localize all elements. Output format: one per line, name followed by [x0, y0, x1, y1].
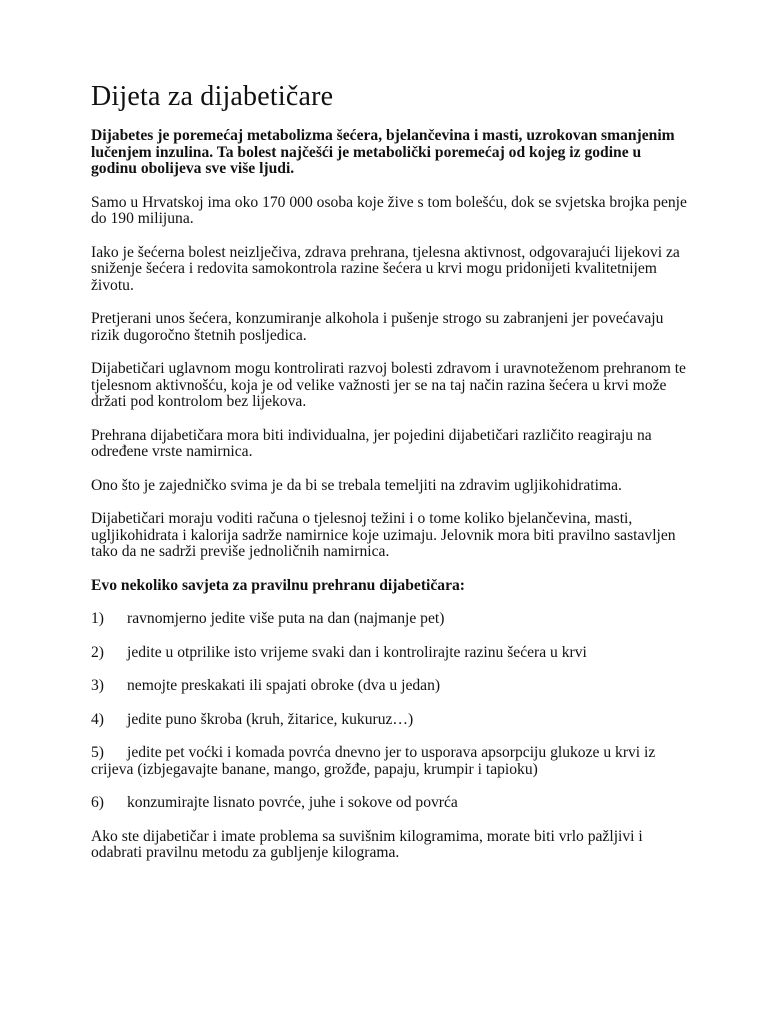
list-number: 2) [91, 643, 104, 661]
body-paragraph: Dijabetičari moraju voditi računa o tjelesnoj težini i o tome koliko bjelančevina, masti, ugljikohidrata i kalorija sadrže namirnice koje uzimaju. Jelovnik mora biti pravilno sastavljen tako da ne sadrži previše jednoličnih namirnica. [91, 510, 676, 560]
list-text: jedite pet voćki i komada povrća dnevno jer to usporava apsorpciju glukoze u krvi iz crijeva (izbjegavajte banane, mango, grožđe, papaju, krumpir i tapioku) [91, 744, 656, 778]
body-paragraph: Prehrana dijabetičara mora biti individualna, jer pojedini dijabetičari različito reagiraju na određene vrste namirnica. [91, 426, 652, 460]
list-item [91, 795, 691, 812]
body-paragraph: Iako je šećerna bolest neizlječiva, zdrava prehrana, tjelesna aktivnost, odgovarajući lijekovi za sniženje šećera i redovita samokontrola razine šećera u krvi mogu pridonijeti kvalitetnijem životu. [91, 243, 680, 294]
intro-paragraph: Dijabetes je poremećaj metabolizma šećera, bjelančevina i masti, uzrokovan smanjenim lučenjem inzulina. Ta bolest najčešći je metabolički poremećaj od kojeg iz godine u godinu obolijeva sve više ljudi. [91, 127, 675, 177]
tips-heading: Evo nekoliko savjeta za pravilnu prehranu dijabetičara: [91, 576, 465, 594]
closing-paragraph: Ako ste dijabetičar i imate problema sa suvišnim kilogramima, morate biti vrlo pažljivi i odabrati pravilnu metodu za gubljenje kilograma. [91, 827, 643, 861]
list-number: 4) [91, 710, 104, 728]
list-text: ravnomjerno jedite više puta na dan (najmanje pet) [127, 610, 445, 627]
list-text: konzumirajte lisnato povrće, juhe i sokove od povrća [127, 794, 458, 811]
list-number: 3) [91, 677, 104, 694]
document-page [91, 80, 691, 879]
list-item [91, 745, 691, 778]
list-item [91, 678, 691, 695]
list-text: jedite u otprilike isto vrijeme svaki dan i kontrolirajte razinu šećera u krvi [127, 643, 587, 661]
list-text: nemojte preskakati ili spajati obroke (dva u jedan) [127, 677, 441, 694]
document-title: Dijeta za dijabetičare [91, 81, 334, 112]
body-paragraph: Samo u Hrvatskoj ima oko 170 000 osoba koje žive s tom bolešću, dok se svjetska brojka penje do 190 milijuna. [91, 193, 687, 227]
list-item [91, 645, 691, 662]
list-number: 5) [91, 744, 104, 761]
list-item [91, 611, 691, 628]
body-paragraph: Dijabetičari uglavnom mogu kontrolirati razvoj bolesti zdravom i uravnoteženom prehranom te tjelesnom aktivnošću, koja je od velike važnosti jer se na taj način razina šećera u krvi može držati pod kontrolom bez lijekova. [91, 360, 686, 410]
list-number: 6) [91, 794, 104, 811]
body-paragraph: Ono što je zajedničko svima je da bi se trebala temeljiti na zdravim ugljikohidratima. [91, 476, 622, 494]
list-item [91, 712, 691, 729]
body-paragraph: Pretjerani unos šećera, konzumiranje alkohola i pušenje strogo su zabranjeni jer povećavaju rizik dugoročno štetnih posljedica. [91, 310, 664, 344]
list-text: jedite puno škroba (kruh, žitarice, kukuruz…) [127, 710, 414, 728]
list-number: 1) [91, 610, 104, 627]
